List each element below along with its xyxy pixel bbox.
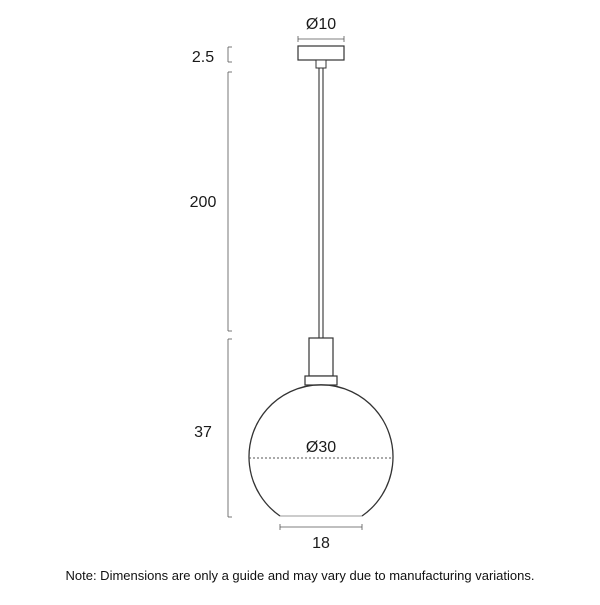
- canopy-height-label: 2.5: [191, 49, 215, 66]
- shade-height-label: 37: [194, 424, 212, 441]
- shade-collar: [305, 376, 337, 385]
- ceiling-canopy: [298, 46, 344, 60]
- canopy-stem: [316, 60, 326, 68]
- disclaimer-note: Note: Dimensions are only a guide and may vary due to manufacturing variations.: [65, 568, 535, 583]
- cord-length-label: 200: [189, 194, 217, 211]
- base-opening-label: 18: [312, 535, 330, 552]
- shade-diameter-label: Ø30: [305, 439, 337, 456]
- lamp-holder: [309, 338, 333, 376]
- canopy-diameter-label: Ø10: [305, 16, 337, 33]
